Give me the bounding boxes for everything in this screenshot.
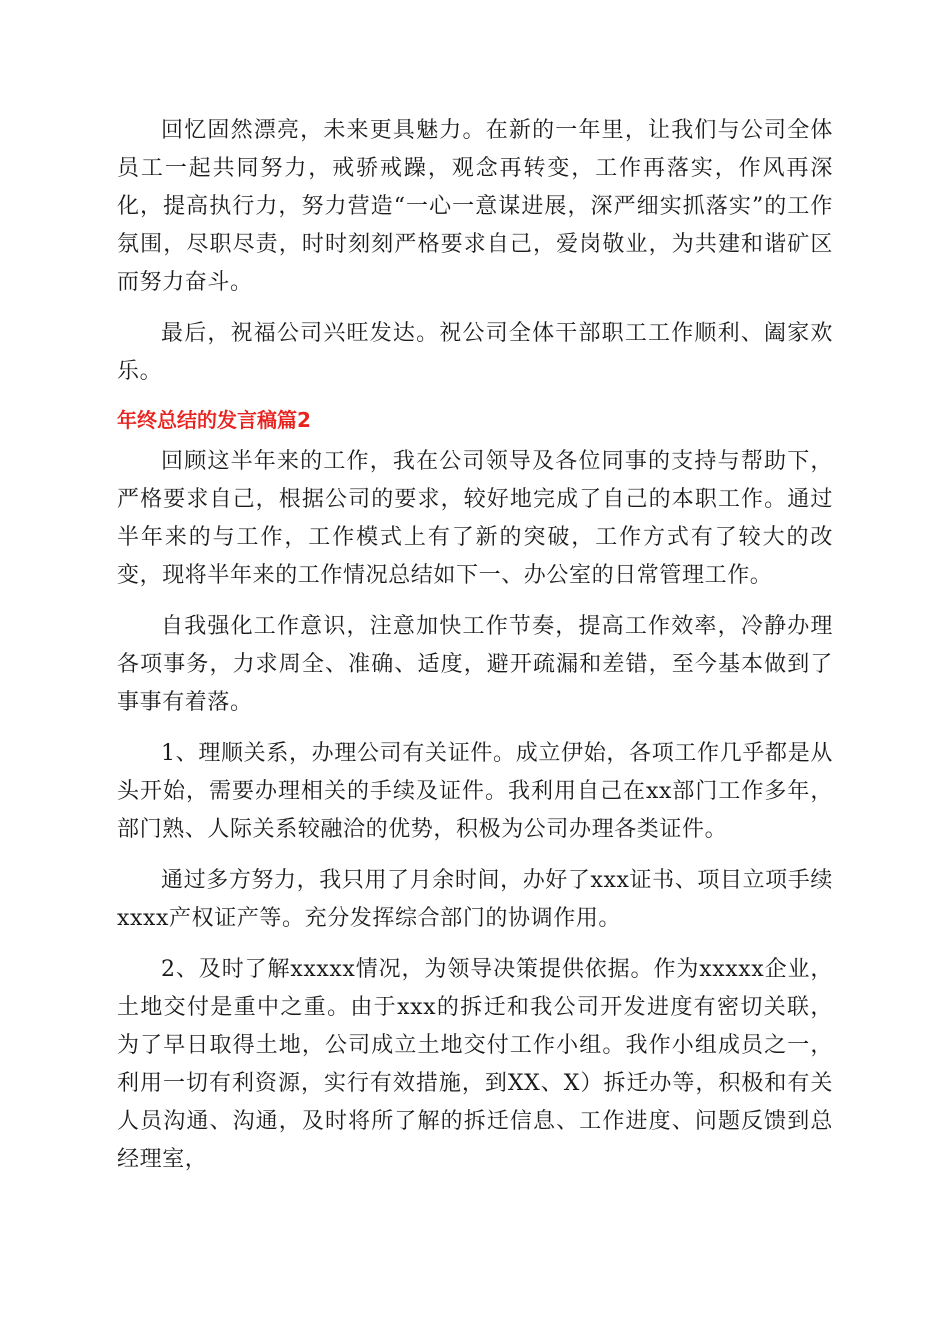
paragraph-closing-wishes: 最后，祝福公司兴旺发达。祝公司全体干部职工工作顺利、阖家欢乐。	[117, 321, 833, 384]
paragraph-item-1-certificates: 1、理顺关系，办理公司有关证件。成立伊始，各项工作几乎都是从头开始，需要办理相关的手续及证件。我利用自己在xx部门工作多年，部门熟、人际关系较融洽的优势，积极为公司办理各类证件。	[117, 741, 833, 842]
paragraph-half-year-review: 回顾这半年来的工作，我在公司领导及各位同事的支持与帮助下，严格要求自己，根据公司的要求，较好地完成了自己的本职工作。通过半年来的与工作，工作模式上有了新的突破，工作方式有了较大的改变，现将半年来的工作情况总结如下一、办公室的日常管理工作。	[117, 449, 833, 588]
paragraph-item-2-land-delivery: 2、及时了解xxxxx情况，为领导决策提供依据。作为xxxxx企业，土地交付是重中之重。由于xxx的拆迁和我公司开发进度有密切关联，为了早日取得土地，公司成立土地交付工作小组。我作小组成员之一，利用一切有利资源，实行有效措施，到XX、X）拆迁办等，积极和有关人员沟通、沟通，及时将所了解的拆迁信息、工作进度、问题反馈到总经理室，	[117, 957, 833, 1172]
section-heading: 年终总结的发言稿篇2	[117, 408, 311, 432]
paragraph-coordination: 通过多方努力，我只用了月余时间，办好了xxx证书、项目立项手续xxxx产权证产等。充分发挥综合部门的协调作用。	[117, 868, 833, 931]
paragraph-work-awareness: 自我强化工作意识，注意加快工作节奏，提高工作效率，冷静办理各项事务，力求周全、准确、适度，避开疏漏和差错，至今基本做到了事事有着落。	[117, 614, 833, 715]
paragraph-future-outlook: 回忆固然漂亮，未来更具魅力。在新的一年里，让我们与公司全体员工一起共同努力，戒骄戒躁，观念再转变，工作再落实，作风再深化，提高执行力，努力营造“一心一意谋进展，深严细实抓落实”的工作氛围，尽职尽责，时时刻刻严格要求自己，爱岗敬业，为共建和谐矿区而努力奋斗。	[117, 118, 833, 295]
document-body	[117, 112, 833, 1179]
